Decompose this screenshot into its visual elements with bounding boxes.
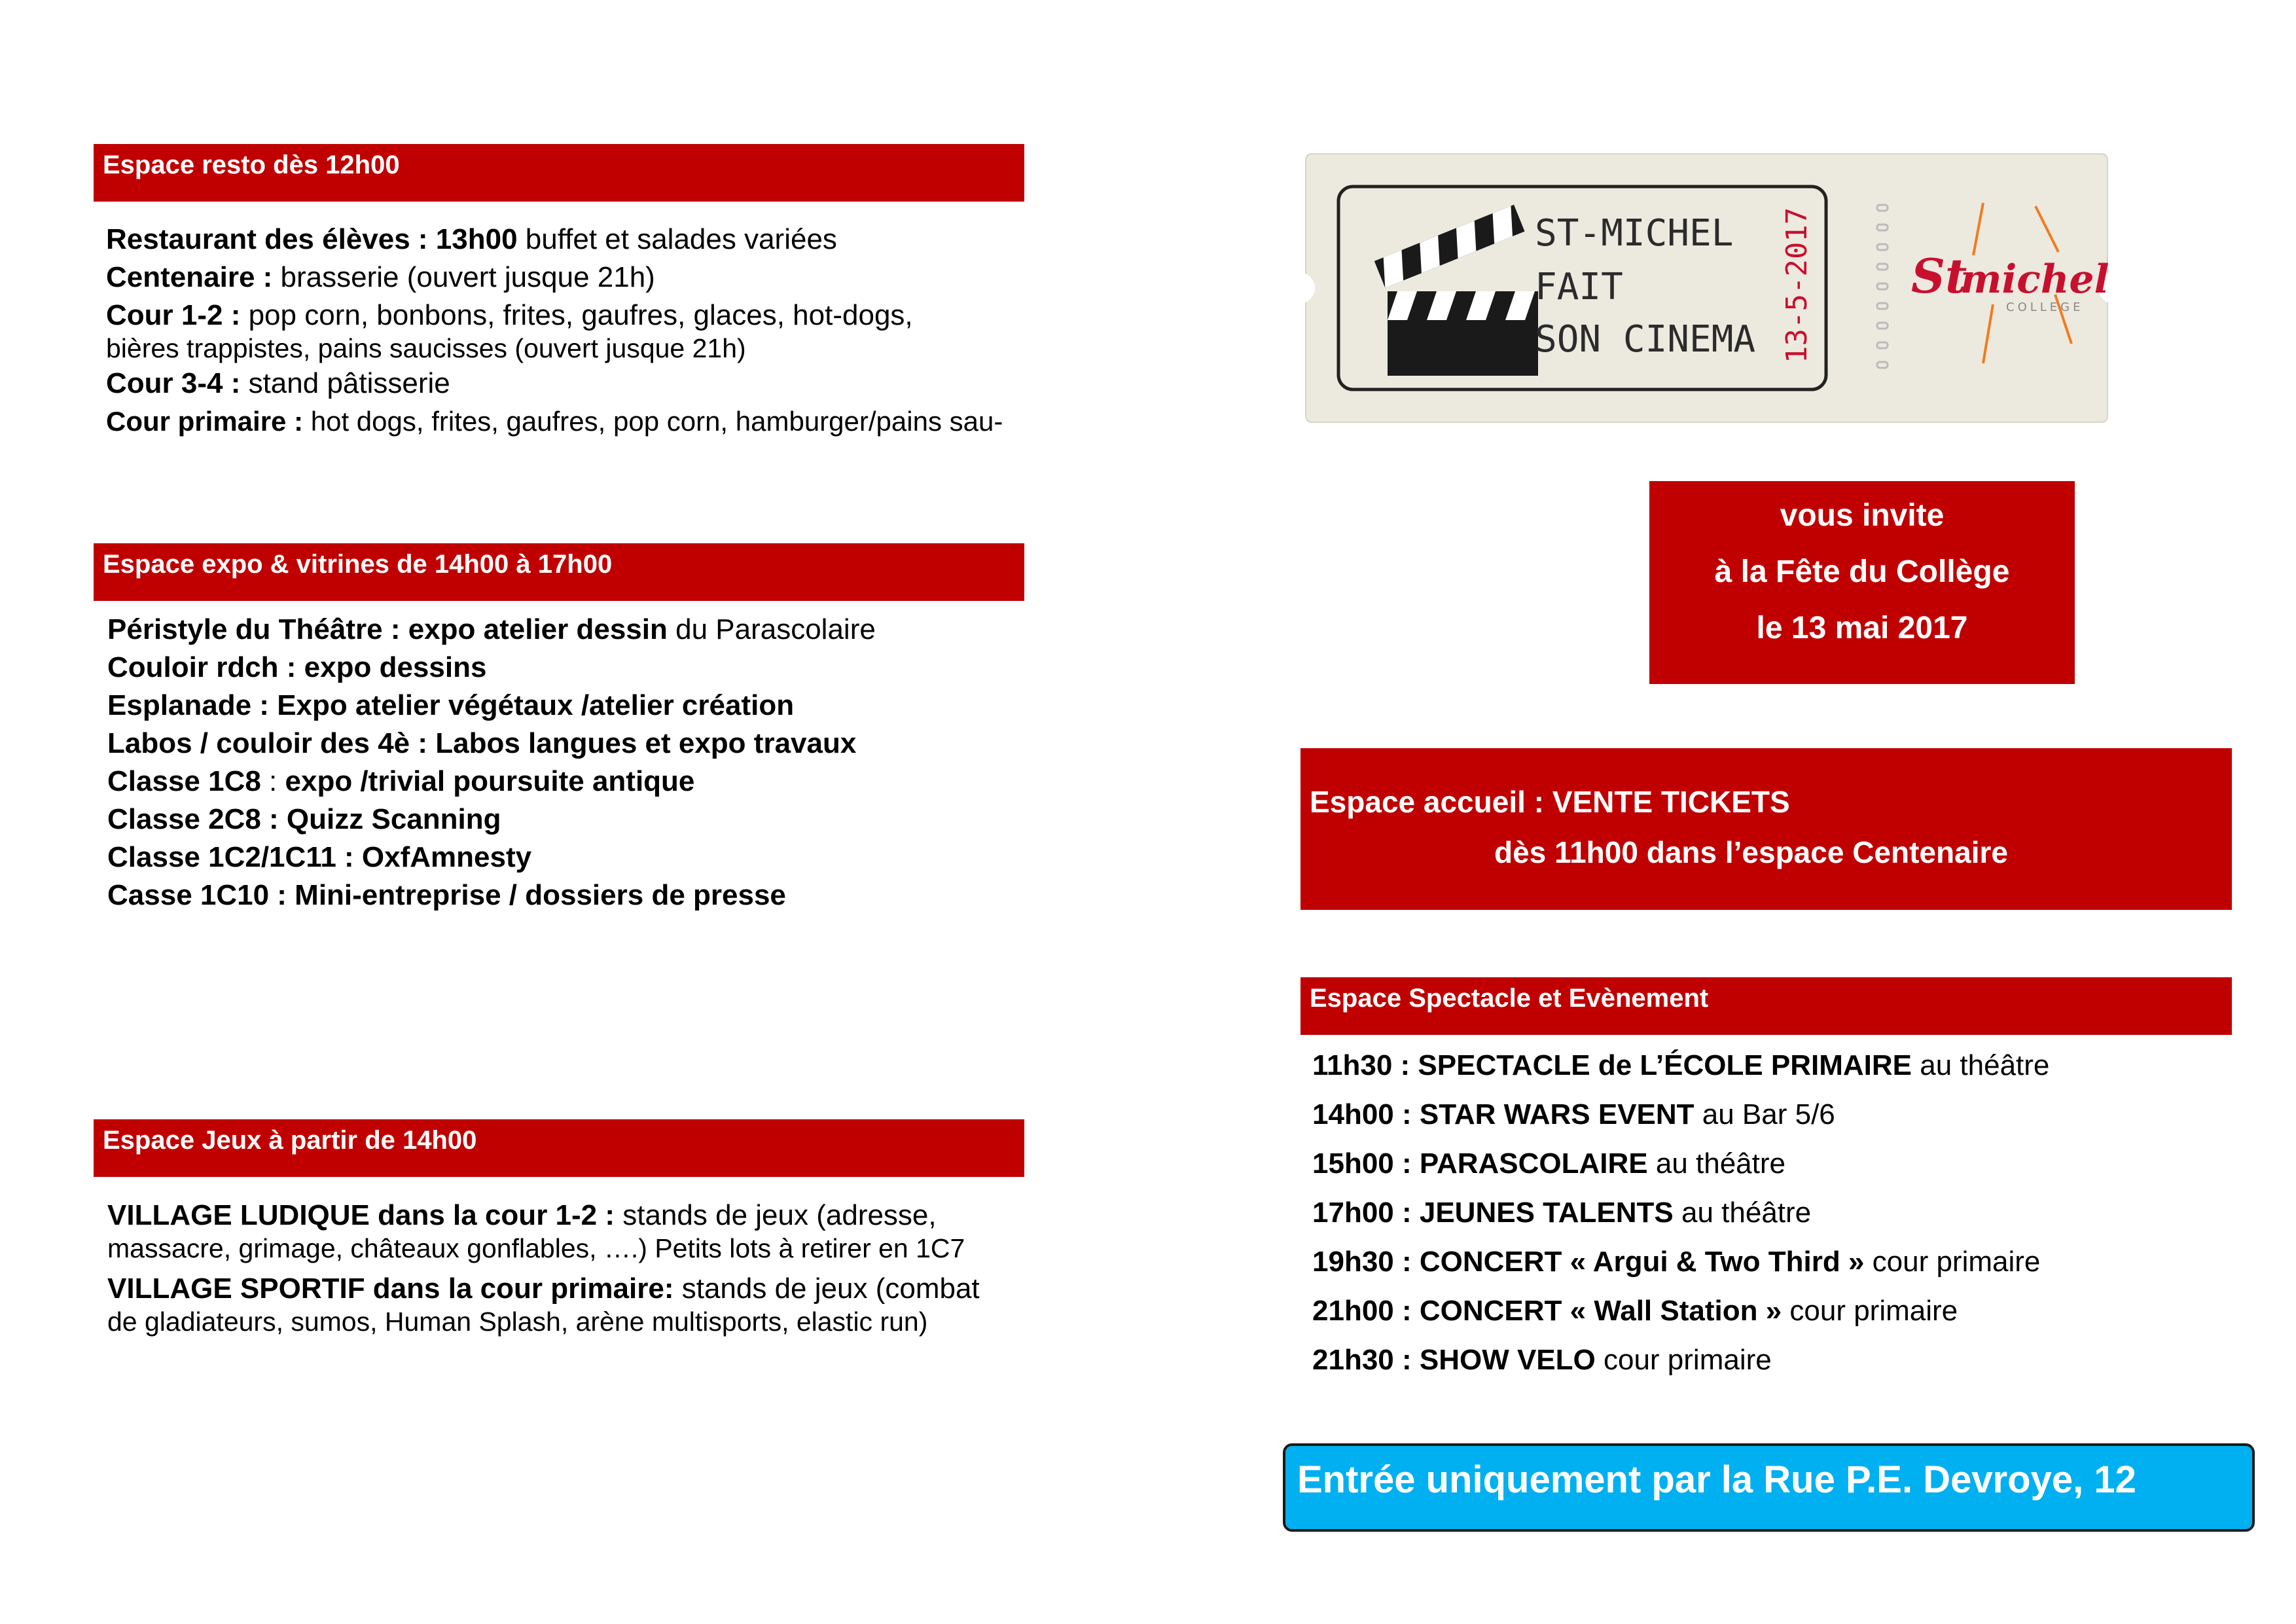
schedule-row: 17h00 : JEUNES TALENTS au théâtre	[1312, 1197, 1812, 1229]
spectacle-header-bar	[1300, 977, 2232, 1035]
schedule-row: 19h30 : CONCERT « Argui & Two Third » cour primaire	[1312, 1246, 2041, 1278]
svg-text:St: St	[1911, 248, 1967, 304]
list-item: massacre, grimage, châteaux gonflables, ….) Petits lots à retirer en 1C7	[107, 1233, 965, 1263]
list-item: Classe 2C8 : Quizz Scanning	[107, 803, 501, 835]
ticket-line1: ST-MICHEL	[1535, 212, 1734, 255]
ticket-line3: SON CINEMA	[1535, 318, 1756, 361]
jeux-title: Espace Jeux à partir de 14h00	[103, 1126, 477, 1155]
invite-line3: le 13 mai 2017	[1756, 611, 1968, 645]
spectacle-title: Espace Spectacle et Evènement	[1310, 984, 1709, 1013]
entry-notice-text: Entrée uniquement par la Rue P.E. Devroye, 12	[1297, 1458, 2136, 1501]
ticket-line2: FAIT	[1535, 266, 1623, 308]
expo-list	[107, 611, 876, 914]
invite-line2: à la Fête du Collège	[1714, 554, 2010, 589]
ticket-date: 13-5-2017	[1780, 207, 1814, 363]
jeux-header-bar	[94, 1119, 1024, 1177]
list-item: Centenaire : brasserie (ouvert jusque 21h)	[106, 261, 655, 293]
list-item: VILLAGE LUDIQUE dans la cour 1-2 : stands de jeux (adresse,	[107, 1199, 937, 1231]
spectacle-schedule	[1312, 1046, 2049, 1390]
list-item: de gladiateurs, sumos, Human Splash, arène multisports, elastic run)	[107, 1307, 928, 1337]
invite-box	[1649, 481, 2075, 684]
resto-header-bar	[94, 144, 1024, 202]
schedule-row: 21h00 : CONCERT « Wall Station » cour primaire	[1312, 1295, 1958, 1327]
accueil-line1: Espace accueil : VENTE TICKETS	[1310, 785, 1790, 819]
list-item: Péristyle du Théâtre : expo atelier dessin du Parascolaire	[107, 613, 876, 645]
list-item: Cour primaire : hot dogs, frites, gaufres, pop corn, hamburger/pains sau-	[106, 406, 1003, 437]
list-item: Esplanade : Expo atelier végétaux /atelier création	[107, 689, 795, 721]
accueil-line2: dès 11h00 dans l’espace Centenaire	[1494, 835, 2008, 869]
jeux-list	[107, 1199, 980, 1338]
expo-header-bar	[94, 543, 1024, 601]
svg-text:COLLEGE: COLLEGE	[2006, 300, 2084, 314]
entry-notice	[1283, 1443, 2255, 1532]
schedule-row: 14h00 : STAR WARS EVENT au Bar 5/6	[1312, 1098, 1835, 1130]
list-item: Classe 1C8 : expo /trivial poursuite antique	[107, 765, 695, 797]
list-item: Cour 1-2 : pop corn, bonbons, frites, gaufres, glaces, hot-dogs,	[106, 299, 913, 331]
svg-text:michel: michel	[1960, 257, 2109, 302]
schedule-row: 11h30 : SPECTACLE de L’ÉCOLE PRIMAIRE au théâtre	[1312, 1049, 2050, 1081]
resto-list	[106, 221, 1003, 441]
list-item: bières trappistes, pains saucisses (ouvert jusque 21h)	[106, 333, 746, 363]
list-item: Cour 3-4 : stand pâtisserie	[106, 367, 450, 399]
list-item: Casse 1C10 : Mini-entreprise / dossiers de presse	[107, 879, 786, 911]
list-item: Labos / couloir des 4è : Labos langues et expo travaux	[107, 727, 857, 759]
list-item: Restaurant des élèves : 13h00 buffet et salades variées	[106, 223, 837, 255]
accueil-box	[1300, 748, 2232, 910]
list-item: Couloir rdch : expo dessins	[107, 651, 487, 683]
schedule-row: 15h00 : PARASCOLAIRE au théâtre	[1312, 1147, 1785, 1180]
list-item: Classe 1C2/1C11 : OxfAmnesty	[107, 841, 532, 873]
list-item: VILLAGE SPORTIF dans la cour primaire: stands de jeux (combat	[107, 1272, 980, 1305]
cinema-ticket	[1299, 147, 2114, 429]
expo-title: Espace expo & vitrines de 14h00 à 17h00	[103, 550, 613, 579]
schedule-row: 21h30 : SHOW VELO cour primaire	[1312, 1344, 1772, 1376]
resto-title: Espace resto dès 12h00	[103, 151, 400, 179]
invite-line1: vous invite	[1780, 498, 1945, 533]
